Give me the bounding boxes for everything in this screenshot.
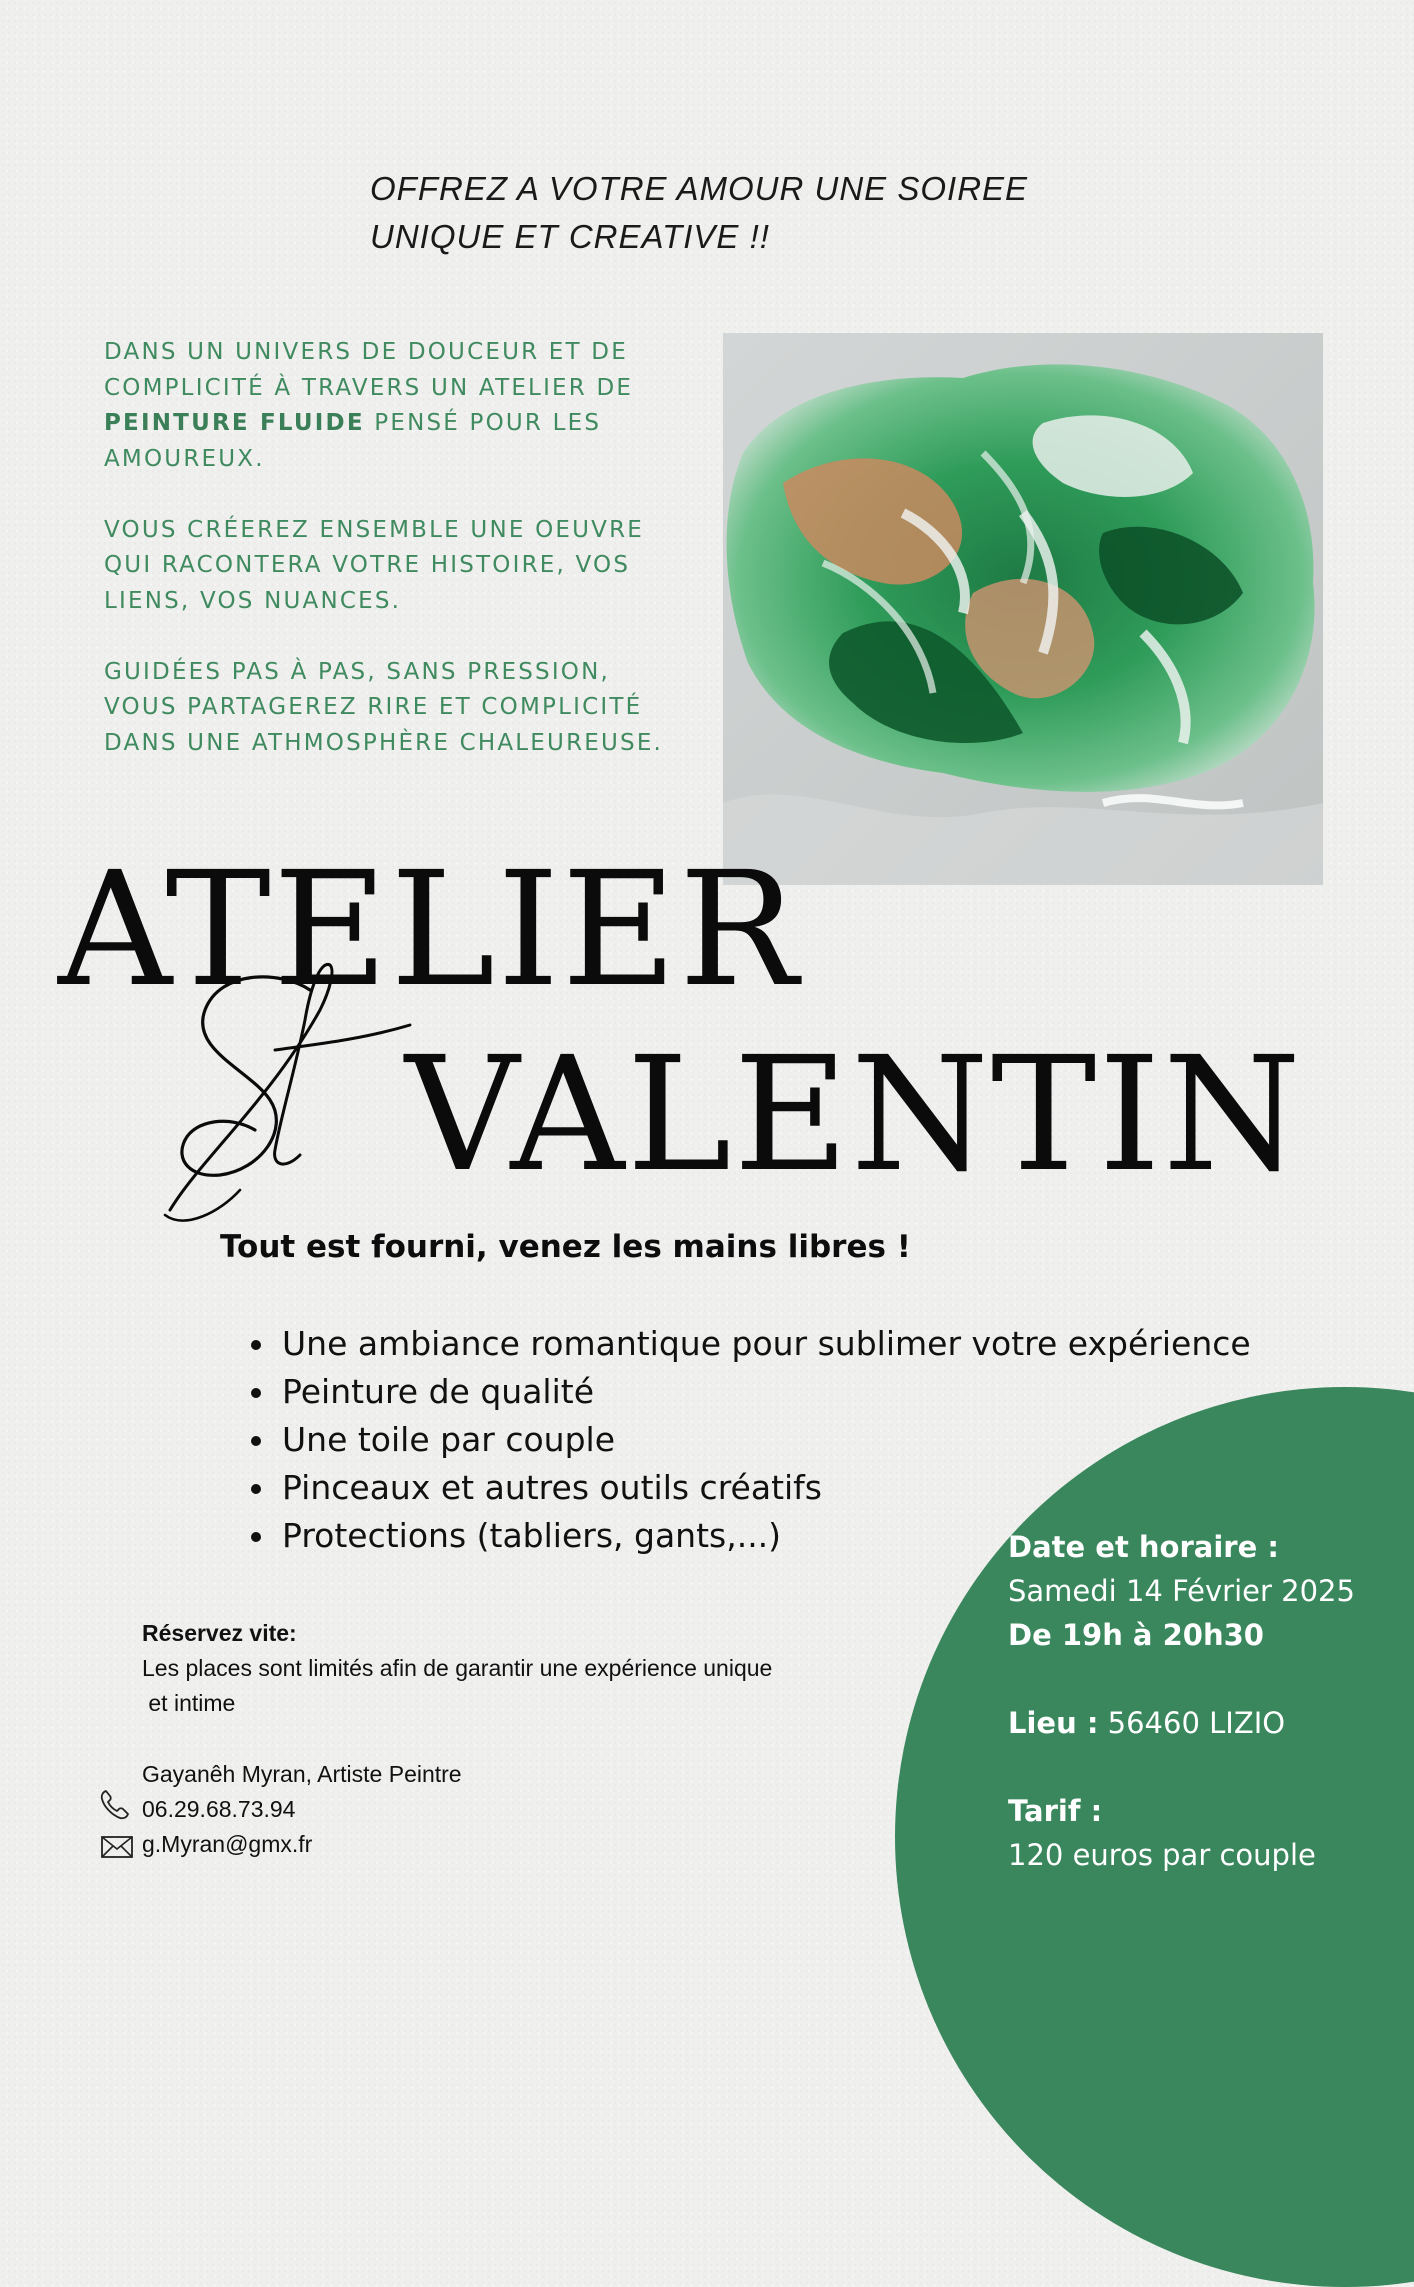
- phone-number[interactable]: 06.29.68.73.94: [142, 1796, 296, 1822]
- contact-block: [142, 1757, 462, 1862]
- everything-provided-heading: Tout est fourni, venez les mains libres !: [220, 1229, 911, 1265]
- reserve-line-2: et intime: [142, 1690, 236, 1716]
- intro-paragraph-1-start: DANS UN UNIVERS DE DOUCEUR ET DE COMPLICITÉ À TRAVERS UN ATELIER DE: [104, 339, 634, 401]
- place-value: 56460 LIZIO: [1098, 1706, 1286, 1740]
- title-valentin: VALENTIN: [405, 1023, 1304, 1207]
- time-value: De 19h à 20h30: [1008, 1618, 1264, 1652]
- reserve-title: Réservez vite:: [142, 1620, 297, 1646]
- list-item: • Une toile par couple: [278, 1416, 1278, 1464]
- list-item: • Peinture de qualité: [278, 1368, 1278, 1416]
- tagline-line-1: OFFREZ A VOTRE AMOUR UNE SOIREE: [370, 170, 1029, 207]
- mail-icon: [100, 1834, 134, 1860]
- fluid-painting-image: [723, 333, 1323, 885]
- event-info: [1008, 1525, 1408, 1877]
- intro-paragraph-3: GUIDÉES PAS À PAS, SANS PRESSION, VOUS PARTAGEREZ RIRE ET COMPLICITÉ DANS UNE ATHMOSPHÈRE CHALEUREUSE.: [104, 658, 664, 756]
- tagline-line-2: UNIQUE ET CREATIVE !!: [370, 218, 770, 255]
- list-item: • Une ambiance romantique pour sublimer votre expérience: [278, 1320, 1278, 1368]
- list-item: • Protections (tabliers, gants,...): [278, 1512, 1278, 1560]
- intro-paragraph-1-end: PENSÉ POUR LES AMOUREUX.: [104, 410, 602, 472]
- date-value: Samedi 14 Février 2025: [1008, 1574, 1355, 1608]
- intro-text: [104, 335, 664, 761]
- artist-name: Gayanêh Myran, Artiste Peintre: [142, 1761, 462, 1787]
- place-label: Lieu :: [1008, 1706, 1099, 1740]
- email-address[interactable]: g.Myran@gmx.fr: [142, 1831, 313, 1857]
- intro-paragraph-1: [104, 335, 664, 477]
- script-st-lettering: [160, 950, 420, 1230]
- intro-paragraph-2: VOUS CRÉEREZ ENSEMBLE UNE OEUVRE QUI RACONTERA VOTRE HISTOIRE, VOS LIENS, VOS NUANCES.: [104, 516, 645, 614]
- intro-highlight: PEINTURE FLUIDE: [104, 410, 365, 436]
- reserve-text: [142, 1651, 942, 1721]
- phone-icon: [98, 1788, 132, 1822]
- price-label: Tarif :: [1008, 1794, 1103, 1828]
- title-atelier: ATELIER: [58, 838, 800, 1022]
- list-item: • Pinceaux et autres outils créatifs: [278, 1464, 1278, 1512]
- price-value: 120 euros par couple: [1008, 1838, 1316, 1872]
- reserve-line-1: Les places sont limités afin de garantir une expérience unique: [142, 1655, 773, 1681]
- date-label: Date et horaire :: [1008, 1530, 1279, 1564]
- tagline: [370, 165, 1190, 261]
- place-row: [1008, 1701, 1408, 1745]
